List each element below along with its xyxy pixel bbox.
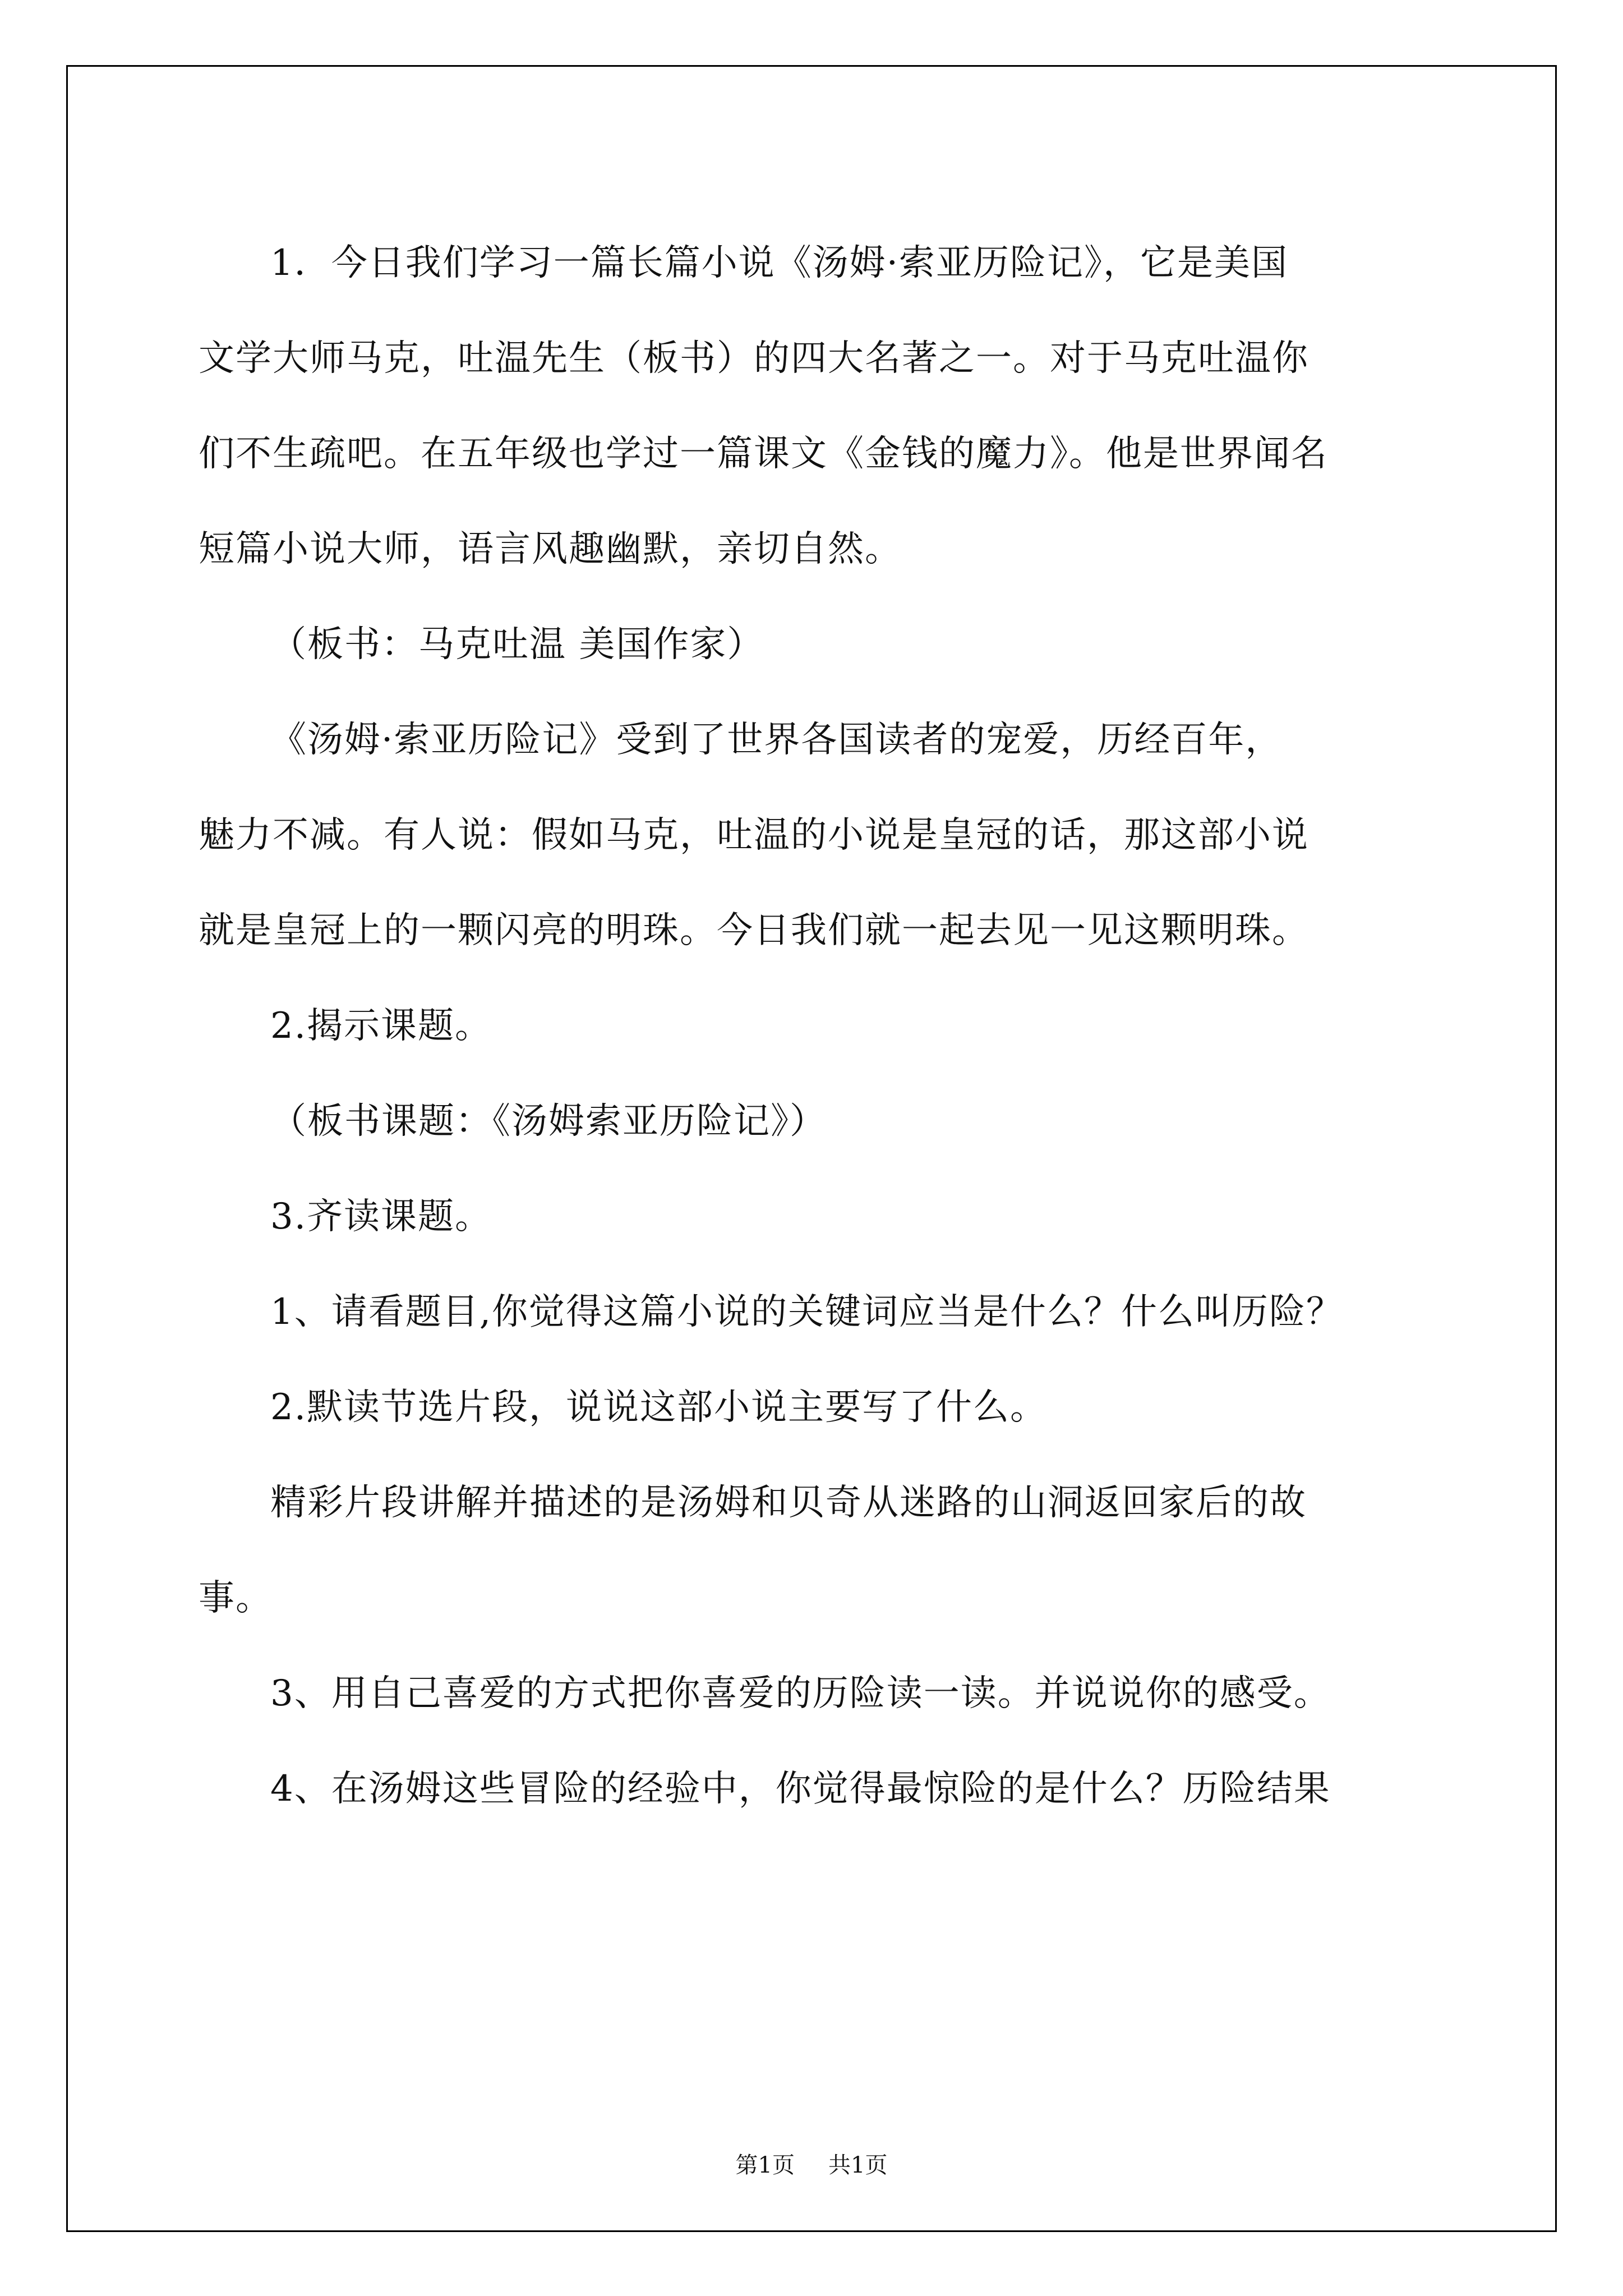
text-line: 3.齐读课题。 (270, 1196, 492, 1237)
text-line: 魅力不减。有人说：假如马克，吐温的小说是皇冠的话，那这部小说 (199, 815, 1309, 856)
page-footer (0, 2147, 1623, 2179)
text-line: （板书：马克吐温 美国作家） (270, 624, 764, 665)
page-number: 第1页 (735, 2152, 795, 2178)
text-line: 精彩片段讲解并描述的是汤姆和贝奇从迷路的山洞返回家后的故 (270, 1482, 1307, 1524)
text-line: 4、在汤姆这些冒险的经验中，你觉得最惊险的是什么？历险结果 (270, 1768, 1331, 1810)
text-line: 《汤姆·索亚历险记》受到了世界各国读者的宠爱，历经百年， (270, 719, 1283, 761)
text-line: 文学大师马克，吐温先生（板书）的四大名著之一。对于马克吐温你 (199, 338, 1309, 379)
text-line: 1、请看题目,你觉得这篇小说的关键词应当是什么？什么叫历险？ (270, 1291, 1344, 1333)
document-body (199, 215, 1455, 1837)
text-line: （板书课题：《汤姆索亚历险记》） (270, 1101, 827, 1142)
text-line: 2.揭示课题。 (270, 1005, 492, 1047)
page-total: 共1页 (828, 2152, 888, 2178)
text-line: 2.默读节选片段，说说这部小说主要写了什么。 (270, 1387, 1048, 1428)
text-line: 3、用自己喜爱的方式把你喜爱的历险读一读。并说说你的感受。 (270, 1673, 1331, 1714)
text-line: 1．今日我们学习一篇长篇小说《汤姆·索亚历险记》，它是美国 (270, 242, 1289, 284)
text-line: 短篇小说大师，语言风趣幽默，亲切自然。 (199, 528, 902, 570)
text-line: 事。 (199, 1577, 273, 1619)
text-line: 就是皇冠上的一颗闪亮的明珠。今日我们就一起去见一见这颗明珠。 (199, 910, 1309, 951)
text-line: 们不生疏吧。在五年级也学过一篇课文《金钱的魔力》。他是世界闻名 (199, 433, 1328, 475)
